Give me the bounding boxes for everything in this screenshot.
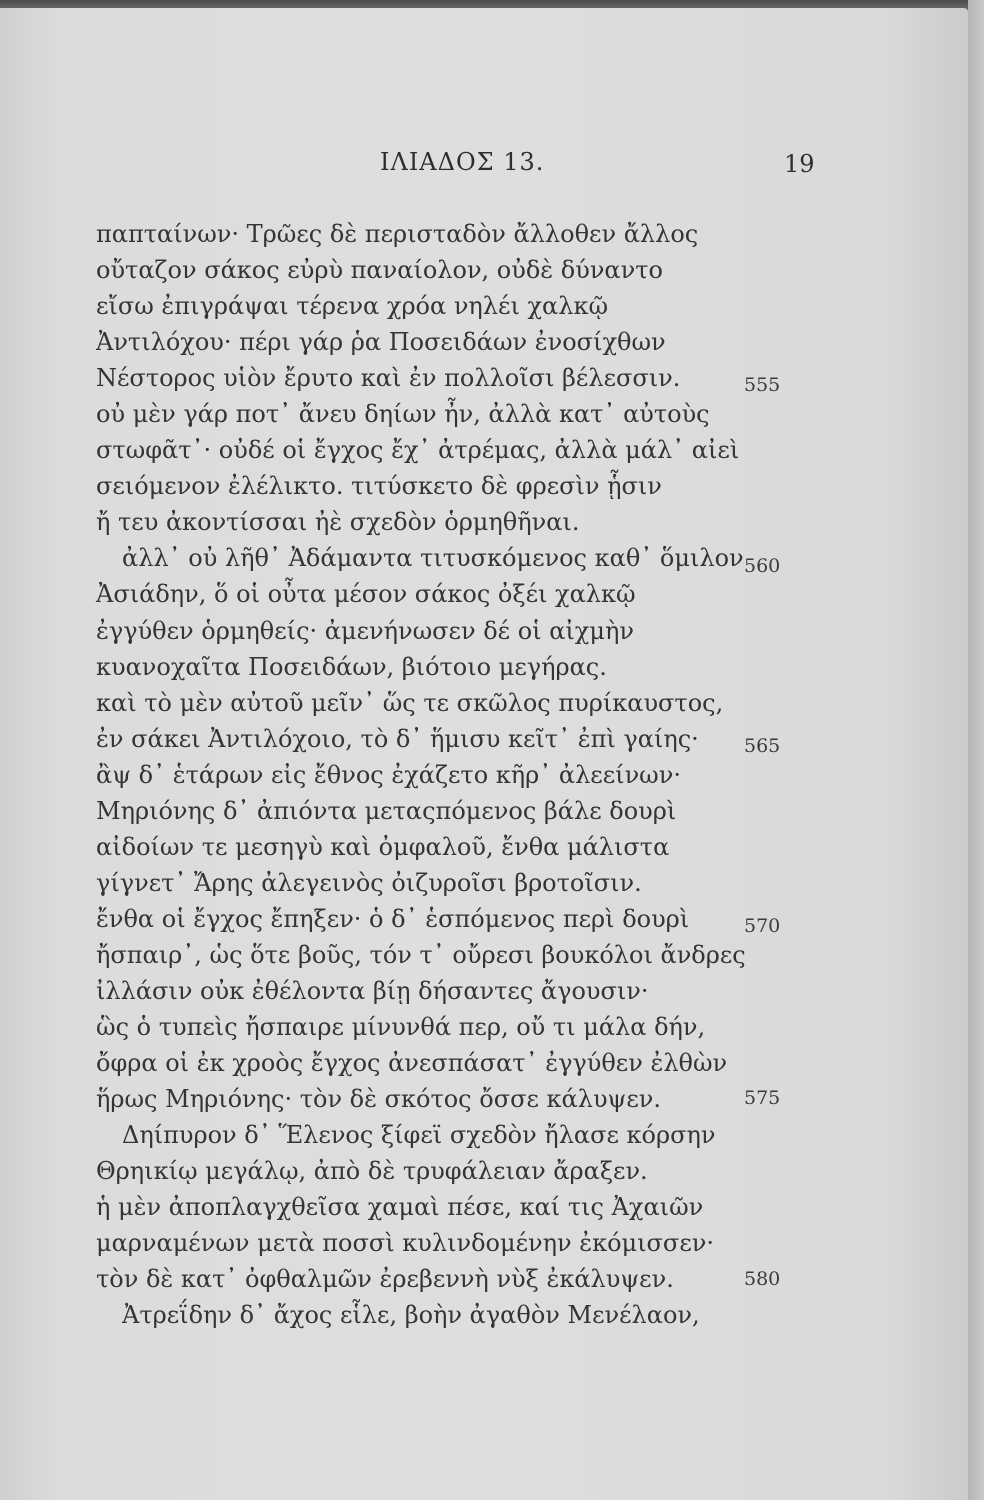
line-number: 575: [744, 1087, 781, 1109]
running-head: ΙΛΙΑΔΟΣ 13.: [380, 148, 545, 176]
line-number: 570: [744, 915, 781, 937]
line-number: 580: [744, 1268, 781, 1290]
verse-line: οὔταζον σάκος εὐρὺ παναίολον, οὐδὲ δύναντο: [96, 256, 663, 285]
verse-line: ἰλλάσιν οὐκ ἐθέλοντα βίῃ δήσαντες ἄγουσιν·: [96, 976, 649, 1005]
verse-line: παπταίνων· Τρῶες δὲ περισταδὸν ἄλλοθεν ἄλλος: [96, 220, 699, 248]
verse-line: μαρναμένων μετὰ ποσσὶ κυλινδομένην ἐκόμισσεν·: [96, 1229, 714, 1258]
line-number: 560: [744, 555, 781, 577]
verse-line: οὐ μὲν γάρ ποτ᾽ ἄνευ δηίων ἦν, ἀλλὰ κατ᾽ αὐτοὺς: [96, 400, 710, 429]
verse-line: ἤσπαιρ᾽, ὡς ὅτε βοῦς, τόν τ᾽ οὔρεσι βουκόλοι ἄνδρες: [96, 940, 746, 969]
verse-line: ἂψ δ᾽ ἑτάρων εἰς ἔθνος ἐχάζετο κῆρ᾽ ἀλεείνων·: [96, 760, 681, 789]
verse-line: ἡ μὲν ἀποπλαγχθεῖσα χαμαὶ πέσε, καί τις Ἀχαιῶν: [96, 1193, 704, 1222]
verse-line: ἤ τευ ἀκοντίσσαι ἠὲ σχεδὸν ὁρμηθῆναι.: [96, 508, 580, 537]
verse-line: σειόμενον ἐλέλικτο. τιτύσκετο δὲ φρεσὶν ᾗσιν: [96, 472, 662, 501]
verse-line: ὄφρα οἱ ἐκ χροὸς ἔγχος ἀνεσπάσατ᾽ ἐγγύθεν ἐλθὼν: [96, 1049, 728, 1078]
verse-line: Μηριόνης δ᾽ ἀπιόντα μεταςπόμενος βάλε δουρὶ: [96, 796, 677, 825]
verse-line: εἴσω ἐπιγράψαι τέρενα χρόα νηλέι χαλκῷ: [96, 292, 609, 321]
verse-line: ἐγγύθεν ὁρμηθείς· ἀμενήνωσεν δέ οἱ αἰχμὴν: [96, 616, 634, 645]
verse-line: ἀλλ᾽ οὐ λῆθ᾽ Ἀδάμαντα τιτυσκόμενος καθ᾽ ὅμιλον: [122, 544, 744, 573]
verse-line: αἰδοίων τε μεσηγὺ καὶ ὀμφαλοῦ, ἔνθα μάλιστα: [96, 832, 670, 861]
verse-line: ὣς ὁ τυπεὶς ἤσπαιρε μίνυνθά περ, οὔ τι μάλα δήν,: [96, 1013, 706, 1042]
verse-line: Ἀτρεΐδην δ᾽ ἄχος εἷλε, βοὴν ἀγαθὸν Μενέλαον,: [122, 1301, 700, 1330]
verse-line: στωφᾶτ᾽· οὐδέ οἱ ἔγχος ἔχ᾽ ἀτρέμας, ἀλλὰ μάλ᾽ αἰεὶ: [96, 436, 740, 465]
verse-line: ἔνθα οἱ ἔγχος ἔπηξεν· ὁ δ᾽ ἑσπόμενος περὶ δουρὶ: [96, 904, 690, 933]
verse-line: γίγνετ᾽ Ἄρης ἀλεγεινὸς ὀιζυροῖσι βροτοῖσιν.: [96, 868, 642, 897]
verse-line: Θρηικίῳ μεγάλῳ, ἀπὸ δὲ τρυφάλειαν ἄραξεν.: [96, 1157, 648, 1186]
verse-line: τὸν δὲ κατ᾽ ὀφθαλμῶν ἐρεβεννὴ νὺξ ἐκάλυψεν.: [96, 1265, 674, 1294]
verse-line: Ἀσιάδην, ὅ οἱ οὖτα μέσον σάκος ὀξέι χαλκῷ: [96, 580, 636, 609]
verse-block: [96, 216, 796, 1333]
verse-line: καὶ τὸ μὲν αὐτοῦ μεῖν᾽ ὥς τε σκῶλος πυρίκαυστος,: [96, 688, 724, 717]
verse-line: ἐν σάκει Ἀντιλόχοιο, τὸ δ᾽ ἥμισυ κεῖτ᾽ ἐπὶ γαίης·: [96, 724, 699, 753]
page-number: 19: [784, 150, 815, 178]
verse-line: Νέστορος υἱὸν ἔρυτο καὶ ἐν πολλοῖσι βέλεσσιν.: [96, 364, 681, 393]
line-number: 565: [744, 735, 781, 757]
verse-line: ἥρως Μηριόνης· τὸν δὲ σκότος ὄσσε κάλυψεν.: [96, 1085, 662, 1114]
line-number: 555: [744, 374, 781, 396]
verse-line: Δηίπυρον δ᾽ Ἕλενος ξίφεϊ σχεδὸν ἤλασε κόρσην: [122, 1121, 716, 1150]
verse-line: Ἀντιλόχου· πέρι γάρ ῥα Ποσειδάων ἐνοσίχθων: [96, 328, 666, 357]
verse-line: κυανοχαῖτα Ποσειδάων, βιότοιο μεγήρας.: [96, 652, 607, 681]
page-edge-shadow: [968, 0, 984, 1500]
